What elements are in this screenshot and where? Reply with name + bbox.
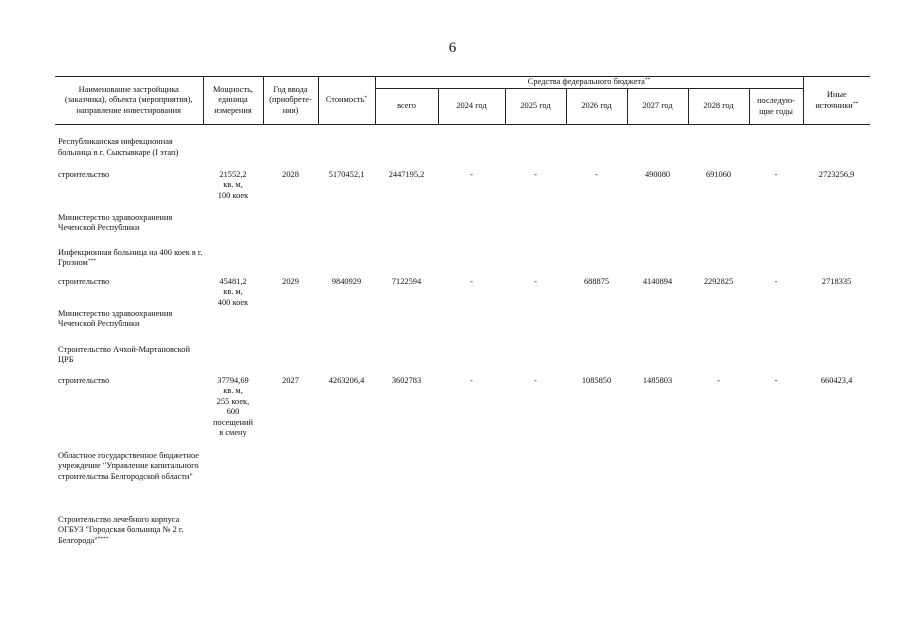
table-row [55, 342, 870, 376]
cost-cell: 4263206,4 [328, 375, 365, 385]
capacity-cell: 45481,2 кв. м, 400 коек [217, 276, 249, 307]
table-row [55, 309, 870, 342]
y2028-cell: 691060 [705, 169, 732, 179]
capacity-cell: 37794,69 кв. м, 255 коек, 600 посещений в смену [212, 375, 254, 438]
row-name: строительство [58, 169, 110, 179]
header-2027: 2027 год [627, 89, 688, 125]
header-2026: 2026 год [566, 89, 627, 125]
table-row [55, 277, 870, 309]
capacity-cell: 21552,2 кв. м, 100 коек [217, 169, 249, 200]
row-name: Строительство Ачхой-Мартановской ЦРБ [58, 344, 190, 365]
y2028-cell: - [717, 375, 720, 385]
row-name: Инфекционная больница на 400 коек в г. Грозном*** [58, 247, 203, 268]
other-cell: 2718335 [821, 276, 852, 286]
total-cell: 3602783 [391, 375, 422, 385]
header-federal: Средства федерального бюджета** [375, 77, 803, 89]
y2025-cell: - [534, 276, 537, 286]
table-row [55, 248, 870, 277]
header-year: Год ввода (приобрете-ния) [263, 77, 318, 125]
year-cell: 2029 [282, 276, 299, 286]
row-name: Министерство здравоохранения Чеченской Республики [58, 212, 173, 233]
header-2024: 2024 год [438, 89, 505, 125]
header-other: Иные источники** [803, 77, 870, 125]
table-row [55, 515, 870, 560]
cost-cell: 9840929 [331, 276, 362, 286]
page-number: 6 [448, 40, 457, 56]
y2027-cell: 1485803 [642, 375, 673, 385]
header-cost: Стоимость* [318, 77, 375, 125]
header-2028: 2028 год [688, 89, 749, 125]
header-name: Наименование застройщика (заказчика), объекта (мероприятия), направление инвестирования [55, 77, 203, 125]
table-row [55, 170, 870, 213]
later-cell: - [774, 169, 778, 179]
year-cell: 2028 [282, 169, 299, 179]
y2026-cell: 688875 [583, 276, 610, 286]
y2025-cell: - [534, 169, 537, 179]
row-name: Строительство лечебного корпуса ОГБУЗ "Городская больница № 2 г. Белгорода"**** [58, 514, 184, 545]
later-cell: - [774, 375, 778, 385]
y2024-cell: - [470, 276, 473, 286]
table-row [55, 376, 870, 451]
investment-table [55, 76, 870, 560]
y2028-cell: 2292825 [703, 276, 734, 286]
row-name: Республиканская инфекционная больница в г. Сыктывкаре (I этап) [58, 137, 179, 157]
table-row [55, 125, 870, 170]
y2024-cell: - [470, 375, 473, 385]
row-name: Областное государственное бюджетное учреждение "Управление капитального строительства Белгородской области" [58, 450, 199, 481]
total-cell: 7122594 [391, 276, 422, 286]
y2025-cell: - [534, 375, 537, 385]
header-total: всего [375, 89, 438, 125]
year-cell: 2027 [282, 375, 299, 385]
y2027-cell: 490080 [644, 169, 671, 179]
y2026-cell: - [595, 169, 598, 179]
table-row [55, 451, 870, 515]
row-name: строительство [58, 375, 110, 385]
header-capacity: Мощность, единица измерения [203, 77, 263, 125]
later-cell: - [774, 276, 778, 286]
header-2025: 2025 год [505, 89, 566, 125]
total-cell: 2447195,2 [388, 169, 425, 179]
cost-cell: 5170452,1 [328, 169, 365, 179]
other-cell: 2723256,9 [818, 169, 855, 179]
row-name: строительство [58, 276, 110, 286]
header-later: последую-щие годы [749, 89, 803, 125]
table-row [55, 213, 870, 248]
y2024-cell: - [470, 169, 473, 179]
y2027-cell: 4140894 [642, 276, 673, 286]
other-cell: 660423,4 [820, 375, 853, 385]
y2026-cell: 1085850 [581, 375, 612, 385]
row-name: Министерство здравоохранения Чеченской Республики [58, 308, 173, 329]
